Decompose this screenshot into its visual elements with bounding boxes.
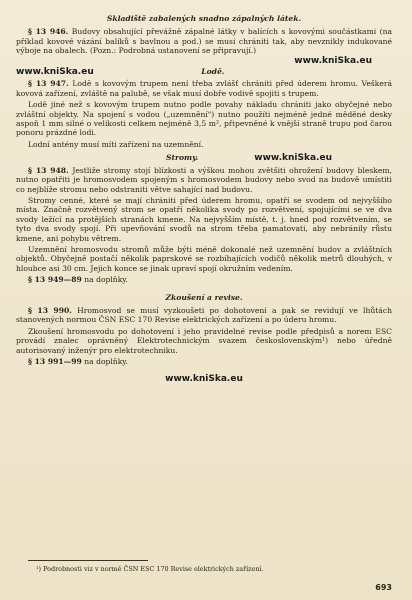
paragraph-13946 — [16, 27, 392, 55]
paragraph-text: Hromosvod se musí vyzkoušeti po dohotovení a pak se revidují ve lhůtách stanovených normou ČSN ESC 170 Revise elektrických zařízení a po úderu hromu. — [16, 305, 392, 325]
section-number: § 13 946. — [28, 27, 69, 37]
section-number: § 13 991—99 — [28, 357, 82, 366]
watermark-link[interactable]: www.kniSka.eu — [254, 153, 332, 164]
heading-lode: Lodě. — [201, 67, 225, 77]
paragraph-13949 — [16, 275, 392, 284]
paragraph-13990 — [16, 306, 392, 325]
watermark-link[interactable]: www.kniSka.eu — [165, 374, 243, 385]
footnote-divider — [28, 560, 148, 561]
section-number: § 13 948. — [28, 165, 69, 175]
paragraph-13991 — [16, 357, 392, 366]
heading-skladiste: Skladiště zabalených snadno zápalných látek. — [106, 14, 302, 23]
paragraph-text: Lodě s kovovým trupem není třeba zvlášť chrániti před úderem hromu. Veškerá kovová zařízení, zvláště na palubě, se však musí dobře vodivě spojiti s trupem. — [16, 79, 392, 98]
page-number: 693 — [375, 583, 392, 592]
paragraph-13947-b: Lodě jiné než s kovovým trupem nutno podle povahy nákladu chrániti jako obyčejné nebo zvláštní objekty. Na spojení s vodou („uzemnění") nutno použíti nejméně jedné měděné desky aspoň 1 mm silné o velikosti celkem nejméně 3,5 m², připevněné k vnější straně trupu pod čarou ponoru prázdné lodi. — [16, 100, 392, 138]
heading-zkouseni: Zkoušení a revise. — [165, 292, 243, 302]
paragraph-13947 — [16, 79, 392, 98]
section-number: § 13 990. — [28, 305, 72, 315]
paragraph-text: Budovy obsahující převážně zápalné látky v balících s kovovými součástkami (na příklad kovové vázání balíků s bavlnou a pod.) se musí chrániti tak, aby nevznikly indukované výboje na obalech. (Pozn.: Podrobná ustanovení se připravují.) — [16, 27, 393, 56]
paragraph-13948 — [16, 166, 392, 194]
paragraph-text: na doplňky. — [81, 275, 128, 285]
paragraph-13990-b: Zkoušení hromosvodu po dohotovení i jeho pravidelné revise podle předpisů a norem ESC provádí znalec oprávněný Elektrotechnickým svazem československým¹) nebo úředně autorisovaný inženýr pro elektrotechniku. — [16, 326, 392, 355]
watermark-link[interactable]: www.kniSka.eu — [16, 67, 94, 78]
paragraph-text: na doplňky. — [81, 357, 128, 366]
section-number: § 13 947. — [28, 79, 69, 89]
paragraph-13948-b: Stromy cenné, které se mají chrániti před úderem hromu, opatří se svodem od nejvyššího místa. Značně rozvětvený strom se opatří několika svody po rozvětvení, spojujícími se ve dva svody ležící na protějších stranách kmene. Na nejvyšším místě, t. j. hned pod rozvětvením, se tyto dva svody spojí. Při upevňování svodů na strom třeba pamatovati, aby nebránily růstu kmene, ani pohybu větrem. — [16, 195, 392, 243]
watermark-link[interactable]: www.kniSka.eu — [294, 55, 372, 66]
paragraph-13947-c: Lodní antény musí míti zařízení na uzemnění. — [28, 139, 204, 149]
footnote: ¹) Podrobnosti viz v normě ČSN ESC 170 Revise elektrických zařízení. — [36, 565, 264, 573]
heading-stromy: Stromy. — [166, 153, 199, 163]
paragraph-13948-c: Uzemnění hromosvodu stromů může býti méně dokonalé než uzemnění budov a zvláštních objektů. Obyčejně postačí několik paprskové se rozbíhajících vodičů několik metrů dlouhých, v hloubce asi 30 cm. Jejich konce se jinak upraví spojí okružním vedením. — [16, 244, 392, 273]
section-number: § 13 949—89 — [28, 275, 82, 285]
paragraph-text: Jestliže stromy stojí blízkosti a výškou mohou zvětšiti ohrožení budovy bleskem, nutno opatřiti je hromosvodem spojeným s hromosvodem budovy nebo svod na budově umístiti co nejblíže stromu nebo odstraniti větve sahající nad budovu. — [16, 165, 393, 194]
